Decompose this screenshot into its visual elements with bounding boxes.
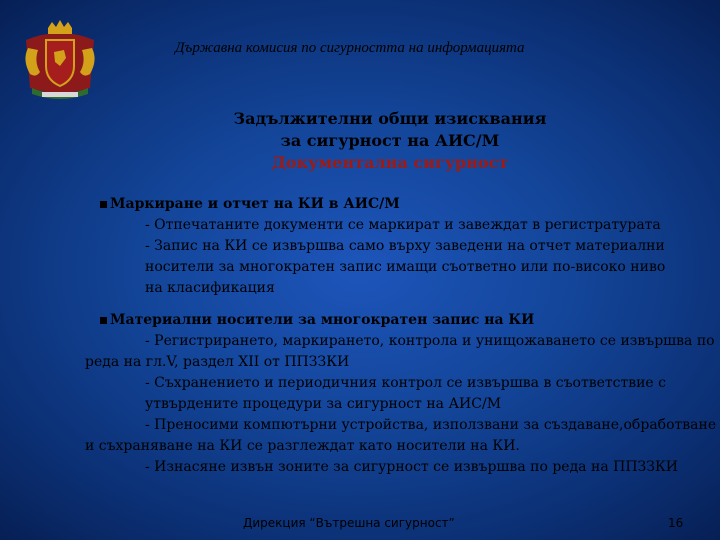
section-line: на класификация — [145, 280, 275, 296]
section-line: и съхраняване на КИ се разглеждат като носители на КИ. — [85, 438, 520, 454]
footer-text: Дирекция “Вътрешна сигурност” — [243, 516, 455, 530]
section-line: носители за многократен запис имащи съответно или по-високо ниво — [145, 259, 666, 275]
section-line: - Регистрирането, маркирането, контрола и унищожаването се извършва по — [145, 333, 715, 349]
slide-title — [180, 108, 600, 174]
section-heading: Материални носители за многократен запис на КИ — [100, 310, 715, 331]
coat-of-arms-icon — [18, 18, 102, 102]
section-line: реда на гл.V, раздел XII от ППЗЗКИ — [85, 354, 350, 370]
section-heading: Маркиране и отчет на КИ в АИС/М — [100, 194, 665, 215]
page-number: 16 — [668, 516, 684, 530]
agency-header: Държавна комисия по сигурността на информацията — [175, 40, 525, 56]
section-line: - Запис на КИ се извършва само върху заведени на отчет материални — [145, 238, 665, 254]
section-line: - Преносими компютърни устройства, използвани за създаване, обработване — [145, 417, 717, 433]
section-line: - Изнасяне извън зоните за сигурност се извършва по реда на ППЗЗКИ — [145, 459, 679, 475]
section-line: - Отпечатаните документи се маркират и завеждат в регистратурата — [145, 217, 661, 233]
square-bullet-icon — [100, 201, 107, 208]
title-line-2: за сигурност на АИС/М — [280, 131, 500, 150]
section-line: - Съхранението и периодичния контрол се извършва в съответствие с — [145, 375, 666, 391]
section-line: утвърдените процедури за сигурност на АИС/М — [145, 396, 502, 412]
section-marking — [100, 194, 665, 299]
title-subtitle: Документална сигурност — [271, 153, 509, 172]
section-media — [85, 310, 717, 478]
title-line-1: Задължителни общи изисквания — [233, 109, 547, 128]
square-bullet-icon — [100, 317, 107, 324]
